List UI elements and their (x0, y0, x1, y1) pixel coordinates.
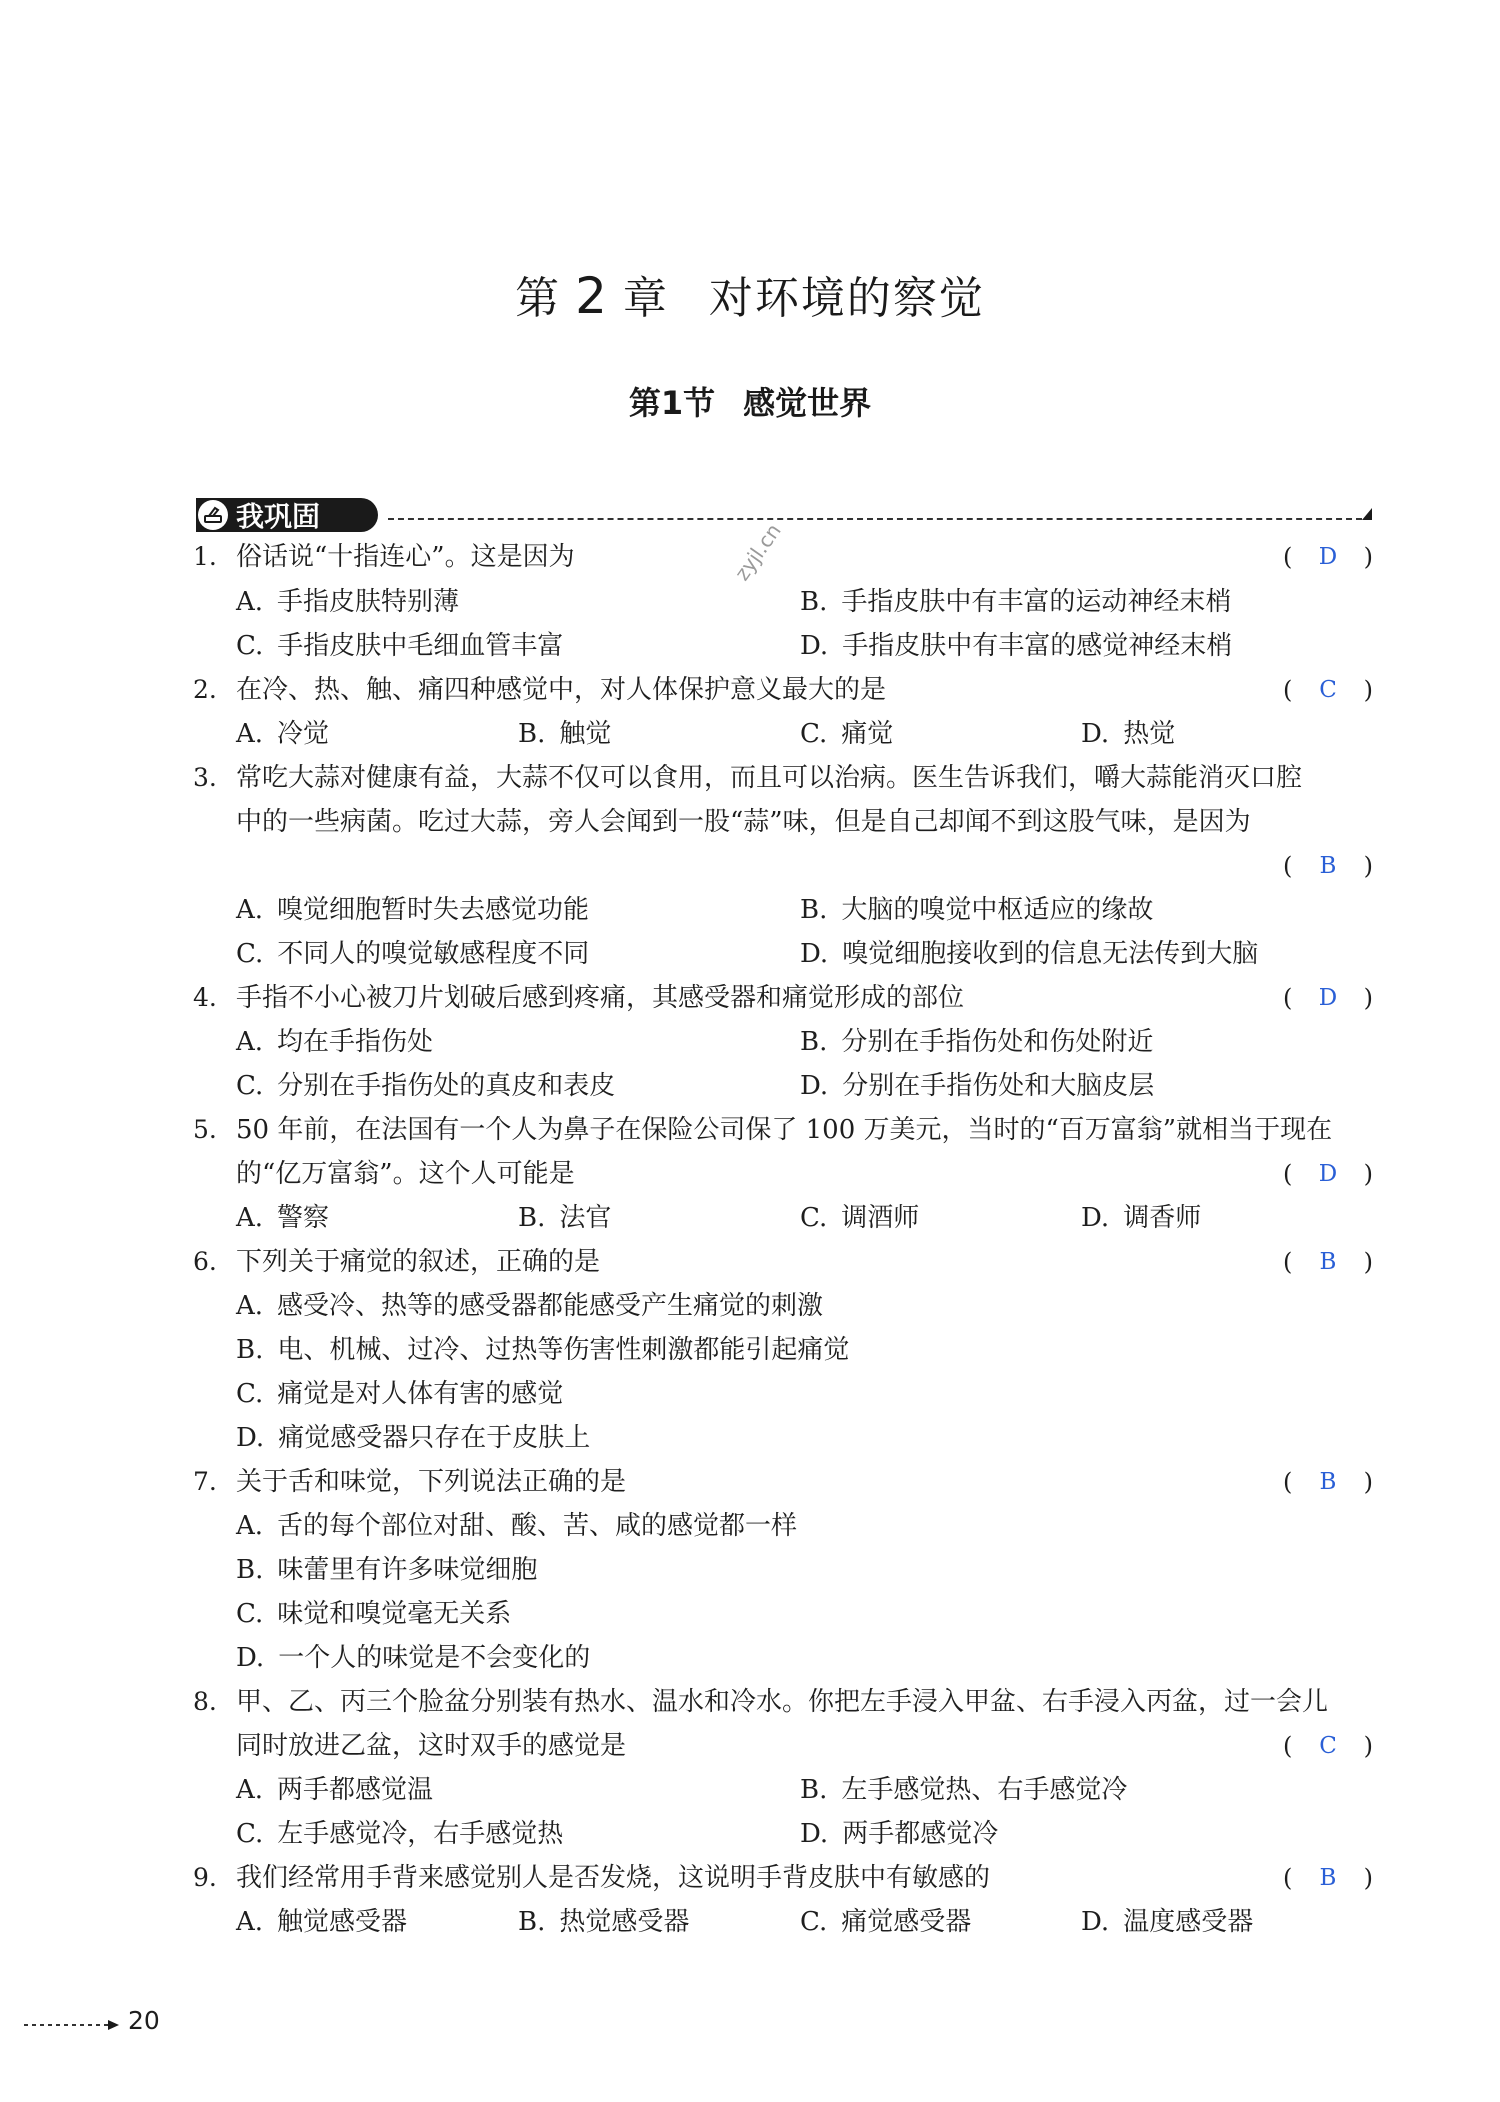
option-b (518, 1203, 611, 1233)
question-number: 2. (193, 675, 217, 704)
option-letter: D. (236, 1643, 265, 1673)
option-letter: D. (800, 1819, 829, 1849)
option-letter: C. (800, 1907, 828, 1937)
option-letter: C. (236, 1071, 264, 1101)
answer-value: B (1319, 1469, 1337, 1495)
option-a (236, 1291, 823, 1321)
arrow-right-icon (24, 2019, 119, 2031)
chapter-suffix: 章 (622, 273, 669, 324)
option-text: 均在手指伤处 (277, 1027, 434, 1057)
answer-bracket (1283, 1731, 1373, 1761)
watermark: zyjl.cn (729, 519, 786, 585)
option-letter: A. (236, 587, 264, 617)
left-paren: ( (1283, 1732, 1293, 1760)
option-c (800, 1203, 919, 1233)
option-c (236, 1819, 563, 1849)
question-stem: 关于舌和味觉，下列说法正确的是 (236, 1467, 627, 1497)
question-number: 3. (193, 763, 217, 792)
banner-divider (388, 518, 1362, 520)
option-d (1081, 1907, 1253, 1937)
option-letter: B. (800, 1027, 828, 1057)
section-name: 感觉世界 (743, 384, 872, 422)
option-a (236, 1203, 329, 1233)
right-paren: ) (1363, 1248, 1373, 1276)
option-b (518, 1907, 689, 1937)
answer-bracket (1283, 851, 1373, 881)
question-stem: 在冷、热、触、痛四种感觉中，对人体保护意义最大的是 (236, 675, 887, 705)
option-text: 一个人的味觉是不会变化的 (278, 1643, 591, 1673)
option-text: 嗅觉细胞接收到的信息无法传到大脑 (842, 939, 1259, 969)
option-a (236, 719, 329, 749)
left-paren: ( (1283, 852, 1293, 880)
question-stem: 下列关于痛觉的叙述，正确的是 (236, 1247, 601, 1277)
option-letter: D. (1081, 1907, 1110, 1937)
question-number: 8. (193, 1687, 217, 1716)
option-letter: C. (236, 631, 264, 661)
option-letter: D. (800, 631, 829, 661)
option-letter: B. (236, 1335, 264, 1365)
option-letter: D. (800, 1071, 829, 1101)
option-letter: A. (236, 1203, 264, 1233)
option-letter: C. (236, 1599, 264, 1629)
chapter-title (0, 262, 1500, 326)
answer-value: C (1319, 677, 1337, 703)
option-text: 分别在手指伤处和伤处附近 (841, 1027, 1154, 1057)
question-stem: 甲、乙、丙三个脸盆分别装有热水、温水和冷水。你把左手浸入甲盆、右手浸入丙盆，过一会儿 (236, 1687, 1329, 1717)
option-b (800, 1775, 1127, 1805)
option-text: 警察 (277, 1203, 330, 1233)
option-text: 电、机械、过冷、过热等伤害性刺激都能引起痛觉 (277, 1335, 850, 1365)
option-letter: B. (800, 895, 828, 925)
option-c (236, 939, 589, 969)
right-paren: ) (1363, 676, 1373, 704)
option-a (236, 1511, 797, 1541)
option-b (518, 719, 611, 749)
option-text: 热觉 (1123, 719, 1176, 749)
option-letter: A. (236, 1291, 264, 1321)
right-paren: ) (1363, 852, 1373, 880)
question-stem: 俗话说“十指连心”。这是因为 (236, 542, 575, 572)
option-letter: B. (800, 587, 828, 617)
right-paren: ) (1363, 1160, 1373, 1188)
question-stem-continued: 同时放进乙盆，这时双手的感觉是 (236, 1731, 627, 1761)
option-text: 触觉 (559, 719, 612, 749)
answer-value: B (1319, 1865, 1337, 1891)
chapter-prefix: 第 (515, 273, 562, 324)
option-d (800, 1819, 998, 1849)
option-a (236, 587, 459, 617)
question-stem: 常吃大蒜对健康有益，大蒜不仅可以食用，而且可以治病。医生告诉我们，嚼大蒜能消灭口腔 (236, 763, 1303, 793)
page-number: 20 (128, 2006, 160, 2035)
question-stem: 我们经常用手背来感觉别人是否发烧，这说明手背皮肤中有敏感的 (236, 1863, 991, 1893)
option-a (236, 895, 589, 925)
option-c (800, 719, 893, 749)
question-number: 4. (193, 983, 217, 1012)
option-a (236, 1907, 407, 1937)
left-paren: ( (1283, 1864, 1293, 1892)
left-paren: ( (1283, 1248, 1293, 1276)
option-text: 温度感受器 (1123, 1907, 1254, 1937)
option-d (800, 1071, 1154, 1101)
question-number: 6. (193, 1247, 217, 1276)
option-text: 调香师 (1123, 1203, 1202, 1233)
chapter-number: 2 (575, 267, 609, 325)
answer-value: C (1319, 1733, 1337, 1759)
option-text: 调酒师 (841, 1203, 920, 1233)
left-paren: ( (1283, 1468, 1293, 1496)
question-number: 7. (193, 1467, 217, 1496)
banner-label: 我巩固 (236, 500, 321, 533)
option-c (236, 1599, 511, 1629)
option-d (1081, 1203, 1201, 1233)
question-stem: 50 年前，在法国有一个人为鼻子在保险公司保了 100 万美元，当时的“百万富翁”就相当于现在 (236, 1115, 1333, 1145)
right-paren: ) (1363, 1732, 1373, 1760)
option-text: 触觉感受器 (277, 1907, 408, 1937)
option-letter: C. (800, 719, 828, 749)
option-letter: B. (800, 1775, 828, 1805)
option-letter: C. (236, 1819, 264, 1849)
question-stem: 手指不小心被刀片划破后感到疼痛，其感受器和痛觉形成的部位 (236, 983, 965, 1013)
option-c (800, 1907, 971, 1937)
option-letter: B. (518, 1203, 546, 1233)
option-text: 手指皮肤中有丰富的运动神经末梢 (841, 587, 1232, 617)
option-letter: A. (236, 1907, 264, 1937)
option-text: 手指皮肤中毛细血管丰富 (277, 631, 564, 661)
question-number: 5. (193, 1115, 217, 1144)
option-text: 冷觉 (277, 719, 330, 749)
answer-bracket (1283, 983, 1373, 1013)
banner-triangle-icon (1362, 508, 1372, 520)
option-text: 痛觉感受器 (841, 1907, 972, 1937)
option-letter: A. (236, 1511, 264, 1541)
option-text: 嗅觉细胞暂时失去感觉功能 (277, 895, 590, 925)
option-letter: A. (236, 1027, 264, 1057)
option-text: 手指皮肤中有丰富的感觉神经末梢 (842, 631, 1233, 661)
option-letter: A. (236, 895, 264, 925)
right-paren: ) (1363, 543, 1373, 571)
option-letter: C. (236, 939, 264, 969)
option-b (800, 1027, 1153, 1057)
option-letter: C. (236, 1379, 264, 1409)
answer-value: D (1318, 544, 1338, 570)
option-letter: B. (518, 719, 546, 749)
option-d (800, 631, 1232, 661)
banner-pill (196, 498, 378, 532)
option-d (236, 1643, 590, 1673)
option-letter: D. (800, 939, 829, 969)
option-letter: D. (236, 1423, 265, 1453)
option-text: 感受冷、热等的感受器都能感受产生痛觉的刺激 (277, 1291, 824, 1321)
chapter-name: 对环境的察觉 (708, 273, 985, 324)
right-paren: ) (1363, 1864, 1373, 1892)
option-letter: A. (236, 1775, 264, 1805)
option-c (236, 631, 563, 661)
answer-bracket (1283, 675, 1373, 705)
option-text: 热觉感受器 (559, 1907, 690, 1937)
option-text: 法官 (559, 1203, 612, 1233)
left-paren: ( (1283, 1160, 1293, 1188)
option-text: 左手感觉热、右手感觉冷 (841, 1775, 1128, 1805)
option-text: 大脑的嗅觉中枢适应的缘故 (841, 895, 1154, 925)
answer-value: B (1319, 853, 1337, 879)
answer-value: D (1318, 985, 1338, 1011)
option-text: 味蕾里有许多味觉细胞 (277, 1555, 538, 1585)
option-letter: A. (236, 719, 264, 749)
left-paren: ( (1283, 984, 1293, 1012)
answer-value: B (1319, 1249, 1337, 1275)
pencil-icon (198, 500, 228, 530)
option-text: 痛觉感受器只存在于皮肤上 (278, 1423, 591, 1453)
option-d (1081, 719, 1175, 749)
option-text: 舌的每个部位对甜、酸、苦、咸的感觉都一样 (277, 1511, 798, 1541)
answer-value: D (1318, 1161, 1338, 1187)
option-b (800, 895, 1153, 925)
answer-bracket (1283, 1247, 1373, 1277)
section-label: 第1节 (628, 384, 716, 422)
option-b (236, 1335, 849, 1365)
option-letter: B. (518, 1907, 546, 1937)
option-text: 不同人的嗅觉敏感程度不同 (277, 939, 590, 969)
option-text: 两手都感觉温 (277, 1775, 434, 1805)
answer-bracket (1283, 542, 1373, 572)
option-a (236, 1775, 433, 1805)
option-text: 痛觉是对人体有害的感觉 (277, 1379, 564, 1409)
option-letter: B. (236, 1555, 264, 1585)
option-text: 左手感觉冷，右手感觉热 (277, 1819, 564, 1849)
option-c (236, 1071, 615, 1101)
option-text: 味觉和嗅觉毫无关系 (277, 1599, 512, 1629)
option-c (236, 1379, 563, 1409)
option-d (236, 1423, 590, 1453)
option-text: 分别在手指伤处的真皮和表皮 (277, 1071, 616, 1101)
option-letter: C. (800, 1203, 828, 1233)
option-d (800, 939, 1258, 969)
answer-bracket (1283, 1863, 1373, 1893)
question-stem-continued: 的“亿万富翁”。这个人可能是 (236, 1159, 575, 1189)
answer-bracket (1283, 1467, 1373, 1497)
option-text: 分别在手指伤处和大脑皮层 (842, 1071, 1155, 1101)
option-text: 手指皮肤特别薄 (277, 587, 460, 617)
option-b (800, 587, 1231, 617)
question-stem-continued: 中的一些病菌。吃过大蒜，旁人会闻到一股“蒜”味，但是自己却闻不到这股气味，是因为 (236, 807, 1251, 837)
option-letter: D. (1081, 1203, 1110, 1233)
option-a (236, 1027, 433, 1057)
left-paren: ( (1283, 676, 1293, 704)
right-paren: ) (1363, 1468, 1373, 1496)
option-letter: D. (1081, 719, 1110, 749)
right-paren: ) (1363, 984, 1373, 1012)
answer-bracket (1283, 1159, 1373, 1189)
option-b (236, 1555, 537, 1585)
option-text: 两手都感觉冷 (842, 1819, 999, 1849)
section-title (0, 378, 1500, 424)
option-text: 痛觉 (841, 719, 894, 749)
question-number: 1. (193, 542, 217, 571)
left-paren: ( (1283, 543, 1293, 571)
question-number: 9. (193, 1863, 217, 1892)
